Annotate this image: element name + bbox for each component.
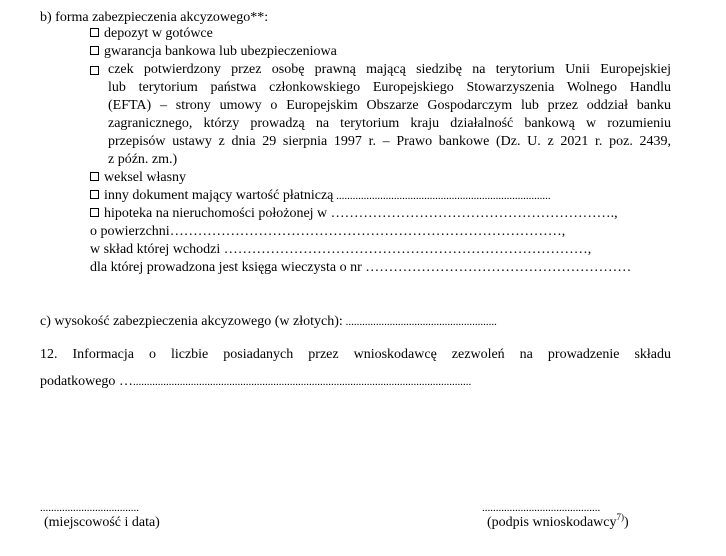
cheque-line-4: zagranicznego, którzy prowadzą na terytorium kraju działalność bankową w rozumieniu — [108, 116, 671, 131]
cheque-line-6: z późn. zm.) — [108, 152, 178, 167]
cheque-line-2: lub terytorium państwa członkowskiego Europejskiego Stowarzyszenia Wolnego Handlu — [108, 80, 671, 95]
land-register-label: dla której prowadzona jest księga wieczysta o nr — [90, 260, 362, 275]
option-promissory-note-label: weksel własny — [104, 170, 187, 185]
section-b-heading: b) forma zabezpieczenia akcyzowego**: — [40, 10, 269, 25]
option-mortgage[interactable] — [90, 206, 618, 222]
section-12-line-1: 12. Informacja o liczbie posiadanych przez wnioskodawcę zezwoleń na prowadzenie składu — [40, 347, 671, 362]
option-promissory-note[interactable] — [90, 170, 186, 186]
signature-footnote: 7) — [616, 512, 624, 522]
fill-in-dots[interactable]: …………………………………………………………………………, — [169, 224, 566, 239]
fill-in-dots-cont[interactable]: ........................................................................................................................... — [132, 376, 472, 388]
area-label: o powierzchni — [90, 224, 170, 239]
fill-in-dots[interactable]: ………………………………………………… — [361, 260, 632, 275]
place-date-dots[interactable]: .................................... — [40, 502, 139, 514]
option-mortgage-label: hipoteka na nieruchomości położonej w — [104, 206, 328, 221]
section-c-line[interactable] — [40, 314, 497, 330]
fill-in-dots[interactable]: ……………………………………………………………………, — [220, 242, 592, 257]
cheque-line-3: (EFTA) – strony umowy o Europejskim Obszarze Gospodarczym lub przez oddział banku — [108, 98, 671, 113]
cheque-line-1: czek potwierdzony przez osobę prawną mającą siedzibę na terytorium Unii Europejskiej — [108, 62, 671, 77]
land-register-line[interactable] — [90, 260, 631, 276]
place-date-label: (miejscowość i data) — [44, 515, 160, 530]
option-guarantee-label: gwarancja bankowa lub ubezpieczeniowa — [104, 44, 337, 59]
signature-dots[interactable]: ........................................... — [482, 502, 601, 514]
option-other-document-label: inny dokument mający wartość płatniczą — [104, 188, 334, 203]
checkbox-icon[interactable] — [90, 46, 99, 55]
option-guarantee[interactable] — [90, 44, 337, 60]
signature-label: (podpis wnioskodawcy — [487, 515, 617, 530]
section-12-label: podatkowego — [40, 374, 116, 389]
section-12-line-2[interactable] — [40, 374, 471, 390]
checkbox-icon[interactable] — [90, 28, 99, 37]
checkbox-icon[interactable] — [90, 208, 99, 217]
checkbox-icon[interactable] — [90, 172, 99, 181]
mortgage-area-line[interactable] — [90, 224, 565, 240]
part-of-label: w skład której wchodzi — [90, 242, 221, 257]
checkbox-icon[interactable] — [90, 64, 99, 80]
signature-caption — [487, 512, 629, 531]
fill-in-dots[interactable]: ....................................................... — [342, 316, 497, 328]
checkbox-icon[interactable] — [90, 190, 99, 199]
option-other-document[interactable] — [90, 188, 551, 204]
cheque-line-5: przepisów ustawy z dnia 29 sierpnia 1997 r. – Prawo bankowe (Dz. U. z 2021 r. poz. 2439, — [108, 134, 671, 149]
option-deposit-label: depozyt w gotówce — [104, 26, 213, 41]
fill-in-dots[interactable]: .............................................................................. — [333, 190, 551, 202]
fill-in-dots[interactable]: ……………………………………………………., — [327, 206, 618, 221]
signature-close: ) — [624, 515, 629, 530]
fill-in-dots[interactable]: … — [115, 374, 133, 389]
section-c-label: c) wysokość zabezpieczenia akcyzowego (w złotych): — [40, 314, 343, 329]
mortgage-part-of-line[interactable] — [90, 242, 591, 258]
option-deposit[interactable] — [90, 26, 213, 42]
